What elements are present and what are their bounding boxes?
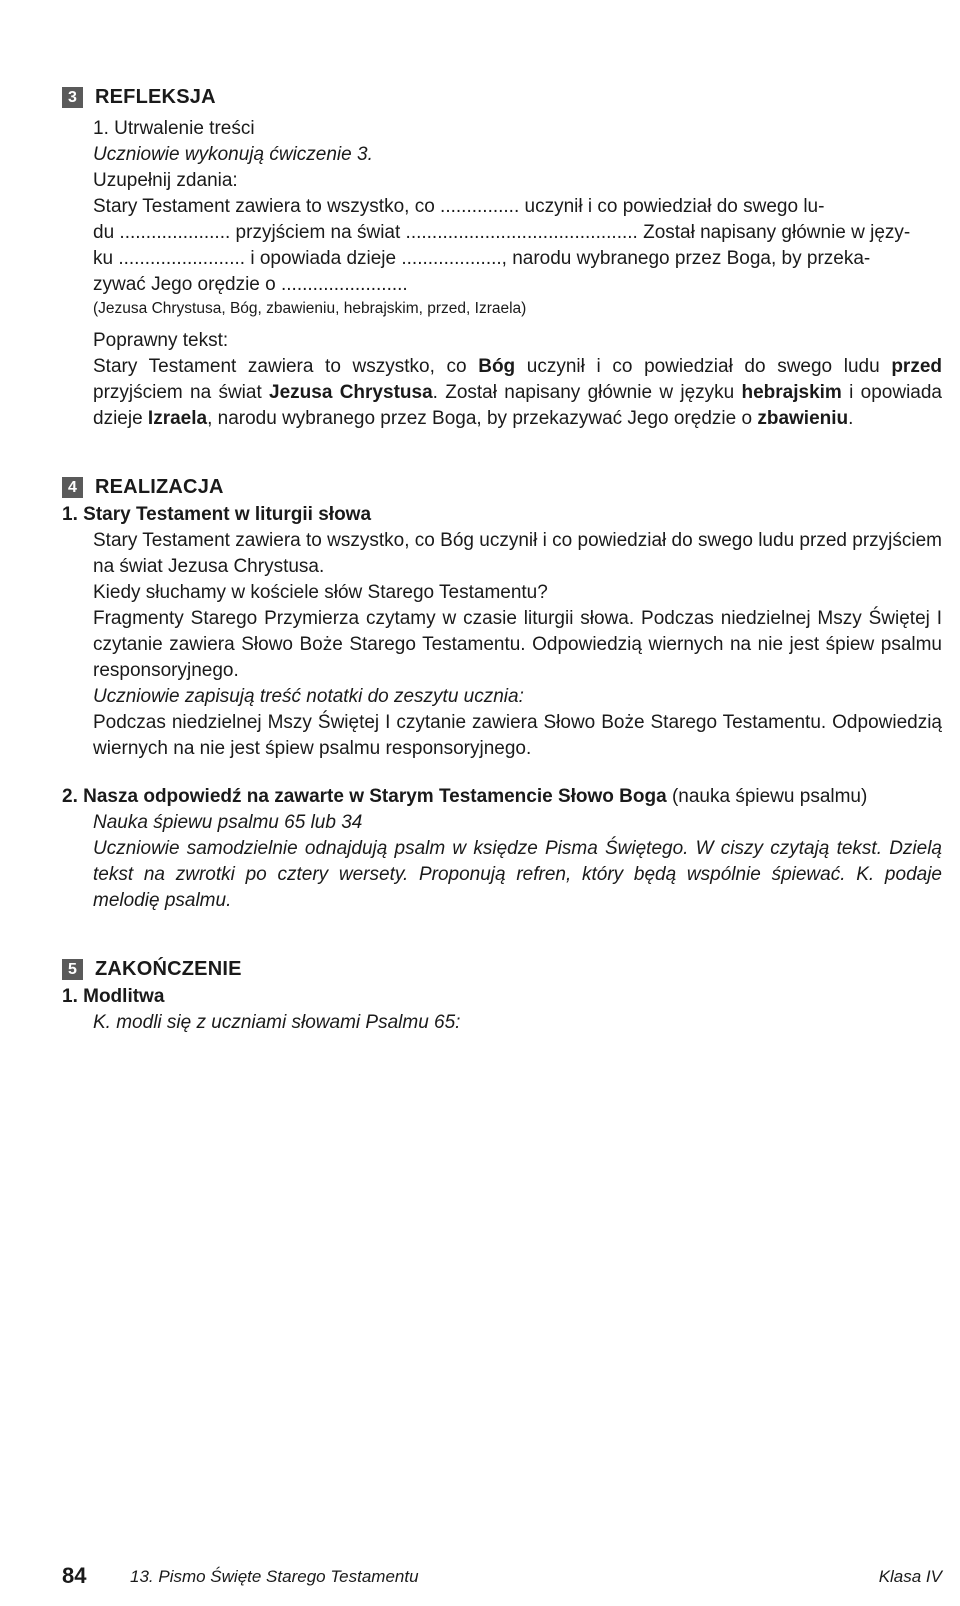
- gap-text-line: ku ........................ i opowiada dzieje ..................., narodu wybranego przez Boga, by przeka-: [93, 248, 871, 269]
- italic-line: Nauka śpiewu psalmu 65 lub 34: [93, 812, 363, 833]
- section-title: ZAKOŃCZENIE: [95, 957, 242, 980]
- section-3-header: [62, 82, 942, 112]
- page-number: 84: [62, 1563, 87, 1588]
- page-footer: [62, 1563, 942, 1593]
- class-label: Klasa IV: [878, 1567, 942, 1586]
- section-4-header: [62, 472, 942, 502]
- italic-line: K. modli się z uczniami słowami Psalmu 65:: [93, 1012, 461, 1033]
- gap-text-line: zywać Jego orędzie o ........................: [93, 274, 408, 295]
- paragraph: Fragmenty Starego Przymierza czytamy w czasie liturgii słowa. Podczas niedzielnej Mszy Świętej I czytanie zawiera Słowo Boże Starego Testamentu. Odpowiedzią wiernych na nie jest śpiew psalmu responsoryjnego.: [93, 608, 942, 681]
- gap-text-line: Stary Testament zawiera to wszystko, co ............... uczynił i co powiedział do swego lu-: [93, 196, 825, 217]
- subsection-title: 1. Utrwalenie treści: [93, 118, 255, 139]
- question: Kiedy słuchamy w kościele słów Starego Testamentu?: [93, 582, 548, 603]
- note-text: Podczas niedzielnej Mszy Świętej I czytanie zawiera Słowo Boże Starego Testamentu. Odpowiedzią wiernych na nie jest śpiew psalmu responsoryjnego.: [93, 712, 942, 759]
- section-title: REALIZACJA: [95, 475, 224, 498]
- italic-paragraph: Uczniowie samodzielnie odnajdują psalm w księdze Pisma Świętego. W ciszy czytają tekst. Dzielą tekst na zwrotki po cztery wersety. Proponują refren, który będą wspólnie śpiewać. K. podaje melodię psalmu.: [93, 838, 942, 911]
- section-3-body: [62, 116, 942, 432]
- gap-text-line: du ..................... przyjściem na świat ............................................ Został napisany głównie w języ-: [93, 222, 911, 243]
- word-bank-hint: (Jezusa Chrystusa, Bóg, zbawieniu, hebrajskim, przed, Izraela): [93, 300, 527, 317]
- section-title: REFLEKSJA: [95, 85, 216, 108]
- section-5-header: [62, 954, 942, 984]
- section-number-badge: 5: [62, 959, 83, 980]
- answer-paragraph: Stary Testament zawiera to wszystko, co Bóg uczynił i co powiedział do swego ludu przed przyjściem na świat Jezusa Chrystusa. Został napisany głównie w języku hebrajskim i opowiada dzieje Izraela, narodu wybranego przez Boga, by przekazywać Jego orędzie o zbawieniu.: [93, 356, 943, 429]
- subsection-1-body: [62, 528, 942, 762]
- exercise-prompt: Uzupełnij zdania:: [93, 170, 238, 191]
- section-number-badge: 3: [62, 87, 83, 108]
- instruction: Uczniowie wykonują ćwiczenie 3.: [93, 144, 373, 165]
- document-page: [62, 82, 942, 1036]
- subsection-title: 1. Modlitwa: [62, 986, 165, 1007]
- chapter-title: 13. Pismo Święte Starego Testamentu: [130, 1567, 419, 1586]
- subsection-title: 1. Stary Testament w liturgii słowa: [62, 504, 372, 525]
- subsection-title: 2. Nasza odpowiedź na zawarte w Starym Testamencie Słowo Boga (nauka śpiewu psalmu): [62, 786, 868, 807]
- subsection-2-body: [62, 810, 942, 914]
- answer-label: Poprawny tekst:: [93, 330, 229, 351]
- section-number-badge: 4: [62, 477, 83, 498]
- paragraph: Stary Testament zawiera to wszystko, co Bóg uczynił i co powiedział do swego ludu przed przyjściem na świat Jezusa Chrystusa.: [93, 530, 942, 577]
- note-instruction: Uczniowie zapisują treść notatki do zeszytu ucznia:: [93, 686, 524, 707]
